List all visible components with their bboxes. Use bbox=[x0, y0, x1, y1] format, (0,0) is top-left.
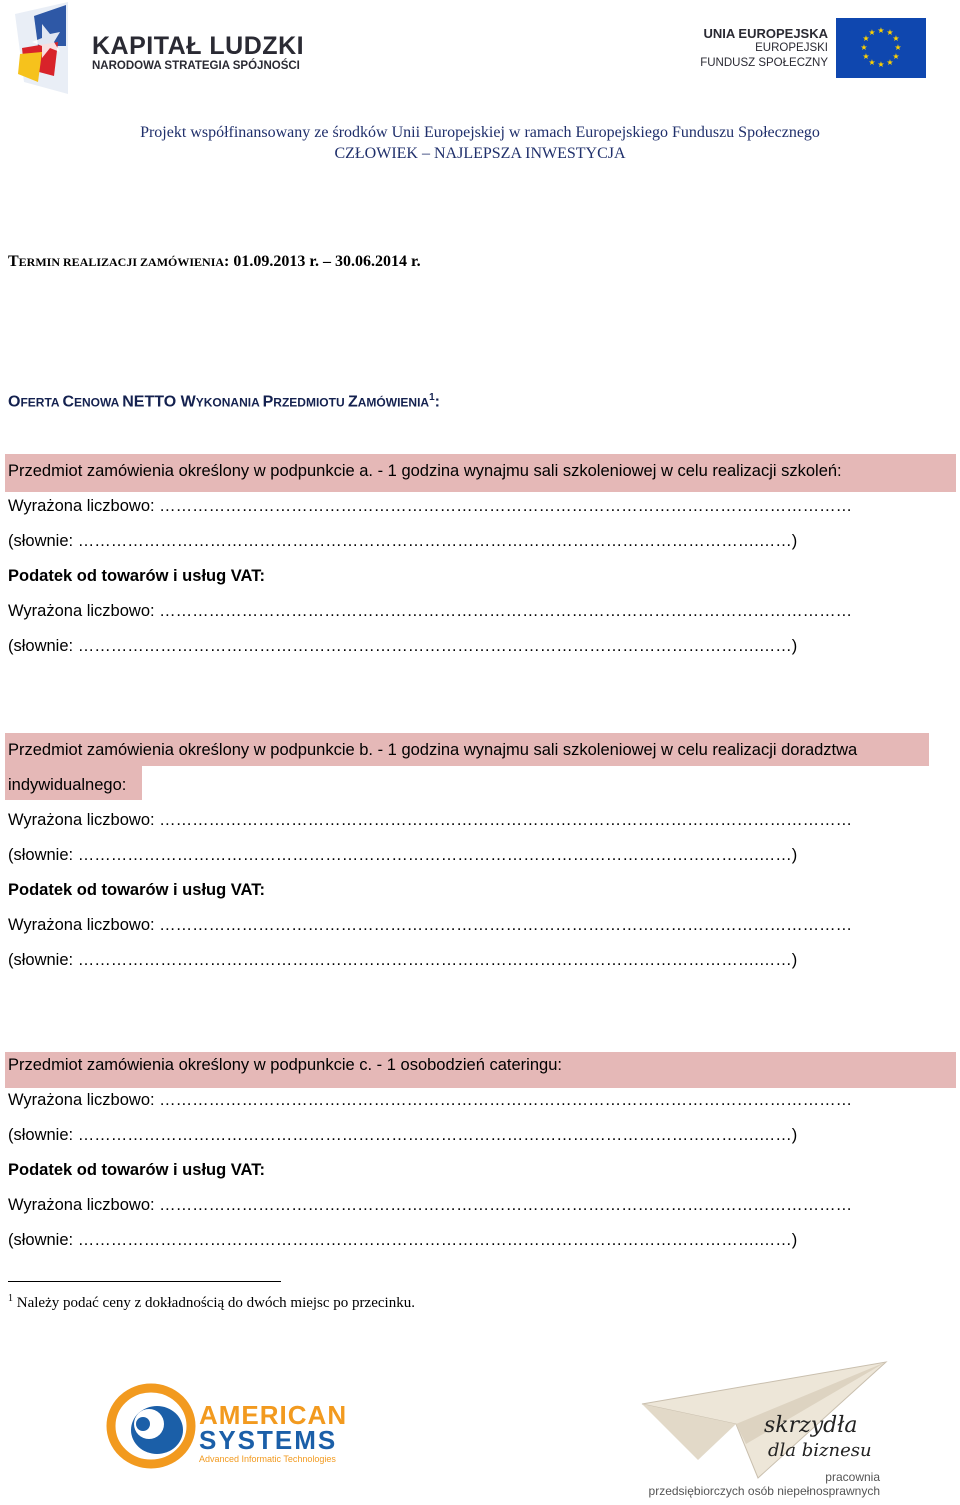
oferta-part: W bbox=[180, 393, 196, 411]
section-a-vat-label: Podatek od towarów i usług VAT: bbox=[8, 567, 265, 585]
kapital-ludzki-subtitle: NARODOWA STRATEGIA SPÓJNOŚCI bbox=[92, 60, 300, 72]
svg-text:★: ★ bbox=[877, 60, 885, 69]
oferta-part: NETTO bbox=[122, 393, 181, 411]
termin-realizacji bbox=[8, 253, 421, 271]
section-c-slownie: (słownie: …………………………………………………………………………………………………………….……) bbox=[8, 1126, 798, 1144]
eu-line-1: UNIA EUROPEJSKA bbox=[703, 26, 828, 41]
oferta-part: FERTA bbox=[20, 395, 63, 410]
section-b-title-line1: Przedmiot zamówienia określony w podpunkcie b. - 1 godzina wynajmu sali szkoleniowej w celu realizacji doradztwa bbox=[8, 741, 858, 759]
svg-text:★: ★ bbox=[862, 52, 870, 61]
footnote-ref: 1 bbox=[429, 392, 435, 403]
svg-text:★: ★ bbox=[892, 52, 900, 61]
oferta-part: C bbox=[62, 393, 75, 411]
svg-text:★: ★ bbox=[892, 34, 900, 43]
svg-text:★: ★ bbox=[877, 26, 885, 35]
termin-label-first: T bbox=[8, 253, 19, 270]
oferta-part: RZEDMIOTU bbox=[273, 395, 348, 410]
section-c-vat-slownie: (słownie: …………………………………………………………………………………………………………….……) bbox=[8, 1231, 798, 1249]
amer-name-1: AMERICAN bbox=[199, 1400, 348, 1430]
eu-line-2: EUROPEJSKI bbox=[755, 42, 828, 54]
section-b-slownie: (słownie: …………………………………………………………………………………………………………….……) bbox=[8, 846, 798, 864]
oferta-part: O bbox=[8, 393, 21, 411]
section-a-vat-liczbowo: Wyrażona liczbowo: ……………………………………………………………………………………………………………… bbox=[8, 602, 853, 620]
svg-text:★: ★ bbox=[886, 28, 894, 37]
oferta-part: AMÓWIENIA bbox=[357, 395, 430, 410]
amer-name-2: SYSTEMS bbox=[199, 1425, 338, 1455]
section-b-title-line2: indywidualnego: bbox=[8, 776, 127, 794]
project-motto-line: CZŁOWIEK – NAJLEPSZA INWESTYCJA bbox=[334, 145, 626, 162]
skrzydla-script-2: dla biznesu bbox=[768, 1440, 872, 1461]
svg-text:★: ★ bbox=[868, 28, 876, 37]
svg-text:★: ★ bbox=[862, 34, 870, 43]
oferta-part: : bbox=[434, 393, 440, 411]
skrzydla-caption bbox=[640, 1470, 880, 1498]
svg-text:★: ★ bbox=[886, 58, 894, 67]
section-c-title: Przedmiot zamówienia określony w podpunkcie c. - 1 osobodzień cateringu: bbox=[8, 1056, 562, 1074]
skrzydla-script-1: skrzydła bbox=[764, 1413, 858, 1438]
svg-text:★: ★ bbox=[868, 58, 876, 67]
eu-flag-icon bbox=[836, 18, 926, 78]
section-b-vat-label: Podatek od towarów i usług VAT: bbox=[8, 881, 265, 899]
section-c-liczbowo: Wyrażona liczbowo: ……………………………………………………………………………………………………………… bbox=[8, 1091, 853, 1109]
kapital-ludzki-title: KAPITAŁ LUDZKI bbox=[92, 32, 305, 60]
footnote-marker: 1 bbox=[8, 1293, 13, 1304]
section-c-vat-liczbowo: Wyrażona liczbowo: ……………………………………………………………………………………………………………… bbox=[8, 1196, 853, 1214]
amer-tagline: Advanced Informatic Technologies bbox=[199, 1454, 336, 1464]
section-c-vat-label: Podatek od towarów i usług VAT: bbox=[8, 1161, 265, 1179]
eu-line-3: FUNDUSZ SPOŁECZNY bbox=[700, 57, 828, 69]
section-b-vat-slownie: (słownie: …………………………………………………………………………………………………………….……) bbox=[8, 951, 798, 969]
footnote-text: Należy podać ceny z dokładnością do dwóch miejsc po przecinku. bbox=[13, 1295, 415, 1311]
svg-text:★: ★ bbox=[894, 43, 902, 52]
footnote-separator bbox=[8, 1281, 281, 1282]
pracownia-bottom: przedsiębiorczych osób niepełnosprawnych bbox=[648, 1484, 880, 1498]
section-a-slownie: (słownie: …………………………………………………………………………………………………………….……) bbox=[8, 532, 798, 550]
svg-text:★: ★ bbox=[860, 43, 868, 52]
section-a-title: Przedmiot zamówienia określony w podpunkcie a. - 1 godzina wynajmu sali szkoleniowej w celu realizacji szkoleń: bbox=[8, 462, 842, 480]
american-systems-logo bbox=[105, 1378, 375, 1473]
oferta-part: P bbox=[262, 393, 274, 411]
oferta-part: ENOWA bbox=[74, 395, 123, 410]
oferta-heading bbox=[8, 392, 440, 411]
oferta-part: Z bbox=[347, 393, 358, 411]
termin-value: : 01.09.2013 r. – 30.06.2014 r. bbox=[224, 253, 421, 270]
section-b-vat-liczbowo: Wyrażona liczbowo: ……………………………………………………………………………………………………………… bbox=[8, 916, 853, 934]
section-b-liczbowo: Wyrażona liczbowo: ……………………………………………………………………………………………………………… bbox=[8, 811, 853, 829]
section-a-liczbowo: Wyrażona liczbowo: ……………………………………………………………………………………………………………… bbox=[8, 497, 853, 515]
pracownia-label: pracownia bbox=[825, 1470, 880, 1484]
section-a-vat-slownie: (słownie: …………………………………………………………………………………………………………….……) bbox=[8, 637, 798, 655]
eu-logo-text bbox=[700, 26, 828, 71]
termin-label-rest: ERMIN REALIZACJI ZAMÓWIENIA bbox=[18, 255, 225, 269]
project-funding-line: Projekt współfinansowany ze środków Unii Europejskiej w ramach Europejskiego Funduszu Społecznego bbox=[140, 124, 820, 141]
oferta-part: YKONANIA bbox=[195, 395, 263, 410]
footnote bbox=[8, 1293, 415, 1312]
